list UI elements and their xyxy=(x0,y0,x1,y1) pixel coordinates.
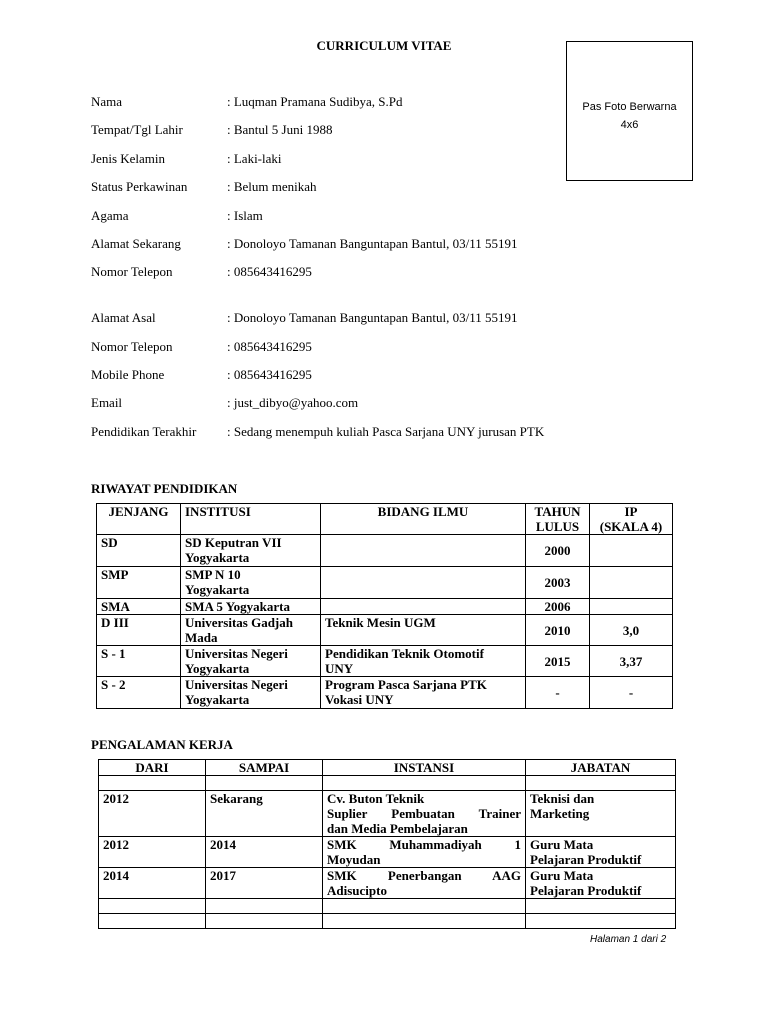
cell-instansi xyxy=(323,837,526,868)
header-dari: DARI xyxy=(99,760,206,776)
cell-tahun: 2000 xyxy=(526,535,590,567)
cell-ip xyxy=(590,567,673,599)
cell-tahun: 2003 xyxy=(526,567,590,599)
cell-dari: 2014 xyxy=(99,868,206,899)
cell-bidang xyxy=(321,615,526,646)
cell-line: Guru Mata xyxy=(530,837,594,852)
cell-line: Yogyakarta xyxy=(185,692,250,707)
cell-tahun: - xyxy=(526,677,590,709)
field-label: Mobile Phone xyxy=(91,367,165,382)
header-tahun-line2: LULUS xyxy=(535,519,580,534)
cell-ip xyxy=(590,599,673,615)
cell-line: SD Keputran VII xyxy=(185,535,282,550)
header-institusi: INSTITUSI xyxy=(181,504,321,535)
education-table xyxy=(96,503,673,709)
photo-label-line2: 4x6 xyxy=(620,119,639,131)
cell-tahun: 2010 xyxy=(526,615,590,646)
cell-line: Pelajaran Produktif xyxy=(530,852,642,867)
table-row-empty xyxy=(99,914,676,929)
photo-label-line1: Pas Foto Berwarna xyxy=(582,101,677,113)
header-tahun-line1: TAHUN xyxy=(534,504,581,519)
field-value: : Donoloyo Tamanan Banguntapan Bantul, 03/11 55191 xyxy=(227,236,518,251)
cell-institusi xyxy=(181,535,321,567)
cell-dari: 2012 xyxy=(99,791,206,837)
cell-line: SMK Penerbangan AAG xyxy=(327,868,521,883)
table-row xyxy=(97,646,673,677)
header-tahun-lulus xyxy=(526,504,590,535)
table-row xyxy=(97,535,673,567)
field-value: : 085643416295 xyxy=(227,367,312,382)
field-label: Nomor Telepon xyxy=(91,339,173,354)
field-value: : Luqman Pramana Sudibya, S.Pd xyxy=(227,94,403,109)
cell-sampai: Sekarang xyxy=(206,791,323,837)
cell-line: Vokasi UNY xyxy=(325,692,394,707)
page-footer: Halaman 1 dari 2 xyxy=(590,934,667,945)
cell-line: UNY xyxy=(325,661,354,676)
cell-line: Yogyakarta xyxy=(185,582,250,597)
field-label: Pendidikan Terakhir xyxy=(91,424,197,439)
table-row-empty xyxy=(99,776,676,791)
cell-institusi xyxy=(181,646,321,677)
cell-line: Suplier Pembuatan Trainer xyxy=(327,806,521,821)
table-row xyxy=(99,791,676,837)
cell-line: Adisucipto xyxy=(327,883,387,898)
cell-bidang xyxy=(321,535,526,567)
field-label: Jenis Kelamin xyxy=(91,151,166,166)
field-value: : Sedang menempuh kuliah Pasca Sarjana UNY jurusan PTK xyxy=(227,424,545,439)
document-title: CURRICULUM VITAE xyxy=(316,38,452,53)
field-label: Agama xyxy=(91,208,129,223)
cell-line: Yogyakarta xyxy=(185,661,250,676)
cell-jabatan xyxy=(526,868,676,899)
table-row xyxy=(97,567,673,599)
cell-line: Cv. Buton Teknik xyxy=(327,791,425,806)
field-value: : Laki-laki xyxy=(227,151,282,166)
cell-ip: 3,37 xyxy=(590,646,673,677)
table-row-empty xyxy=(99,899,676,914)
field-label: Tempat/Tgl Lahir xyxy=(91,122,183,137)
table-row xyxy=(97,599,673,615)
cell-line: Pelajaran Produktif xyxy=(530,883,642,898)
cell-jabatan xyxy=(526,837,676,868)
header-bidang-ilmu: BIDANG ILMU xyxy=(321,504,526,535)
photo-placeholder xyxy=(566,41,693,181)
cell-institusi xyxy=(181,677,321,709)
cell-instansi xyxy=(323,868,526,899)
education-header-row xyxy=(97,504,673,535)
cell-line: Moyudan xyxy=(327,852,381,867)
cell-line: Pendidikan Teknik Otomotif xyxy=(325,646,484,661)
cell-line: dan Media Pembelajaran xyxy=(327,821,468,836)
field-value: : 085643416295 xyxy=(227,264,312,279)
field-label: Nomor Telepon xyxy=(91,264,173,279)
cell-bidang xyxy=(321,567,526,599)
cell-ip: 3,0 xyxy=(590,615,673,646)
table-row xyxy=(97,615,673,646)
cell-tahun: 2006 xyxy=(526,599,590,615)
cell-jenjang: SMA xyxy=(97,599,181,615)
field-label: Email xyxy=(91,395,123,410)
header-instansi: INSTANSI xyxy=(323,760,526,776)
cell-line: Mada xyxy=(185,630,218,645)
field-value: : Donoloyo Tamanan Banguntapan Bantul, 03/11 55191 xyxy=(227,310,518,325)
cell-line: SMP N 10 xyxy=(185,567,241,582)
cell-sampai: 2017 xyxy=(206,868,323,899)
field-label: Alamat Asal xyxy=(91,310,156,325)
cell-line: Teknik Mesin UGM xyxy=(325,615,436,630)
cell-line: Teknisi dan xyxy=(530,791,595,806)
cell-jabatan xyxy=(526,791,676,837)
field-value: : Islam xyxy=(227,208,263,223)
header-ip xyxy=(590,504,673,535)
cell-line: Guru Mata xyxy=(530,868,594,883)
cell-line: Program Pasca Sarjana PTK xyxy=(325,677,487,692)
cell-line: Marketing xyxy=(530,806,590,821)
cell-tahun: 2015 xyxy=(526,646,590,677)
cell-ip xyxy=(590,535,673,567)
field-value: : just_dibyo@yahoo.com xyxy=(227,395,359,410)
cell-line: Universitas Negeri xyxy=(185,677,288,692)
field-value: : 085643416295 xyxy=(227,339,312,354)
cell-jenjang: S - 1 xyxy=(97,646,181,677)
table-row xyxy=(99,868,676,899)
cell-sampai: 2014 xyxy=(206,837,323,868)
cell-jenjang: SMP xyxy=(97,567,181,599)
cell-ip: - xyxy=(590,677,673,709)
work-heading: PENGALAMAN KERJA xyxy=(91,737,233,752)
cell-line: SMK Muhammadiyah 1 xyxy=(327,837,521,852)
cell-bidang xyxy=(321,646,526,677)
education-heading: RIWAYAT PENDIDIKAN xyxy=(91,481,238,496)
header-jabatan: JABATAN xyxy=(526,760,676,776)
cell-instansi xyxy=(323,791,526,837)
cell-jenjang: D III xyxy=(97,615,181,646)
header-sampai: SAMPAI xyxy=(206,760,323,776)
field-label: Alamat Sekarang xyxy=(91,236,181,251)
field-label: Status Perkawinan xyxy=(91,179,188,194)
cell-bidang xyxy=(321,677,526,709)
header-jenjang: JENJANG xyxy=(97,504,181,535)
work-header-row xyxy=(99,760,676,776)
table-row xyxy=(97,677,673,709)
header-ip-line2: (SKALA 4) xyxy=(599,519,663,534)
cell-bidang xyxy=(321,599,526,615)
table-row xyxy=(99,837,676,868)
header-ip-line1: IP xyxy=(624,504,638,519)
cell-jenjang: S - 2 xyxy=(97,677,181,709)
field-value: : Bantul 5 Juni 1988 xyxy=(227,122,333,137)
cell-line: Yogyakarta xyxy=(185,550,250,565)
field-label: Nama xyxy=(91,94,123,109)
cell-institusi xyxy=(181,615,321,646)
cell-line: SMA 5 Yogyakarta xyxy=(185,599,290,614)
cell-dari: 2012 xyxy=(99,837,206,868)
cell-institusi xyxy=(181,567,321,599)
field-value: : Belum menikah xyxy=(227,179,317,194)
cell-institusi xyxy=(181,599,321,615)
cell-line: Universitas Negeri xyxy=(185,646,288,661)
work-table xyxy=(98,759,676,929)
cell-jenjang: SD xyxy=(97,535,181,567)
cell-line: Universitas Gadjah xyxy=(185,615,293,630)
